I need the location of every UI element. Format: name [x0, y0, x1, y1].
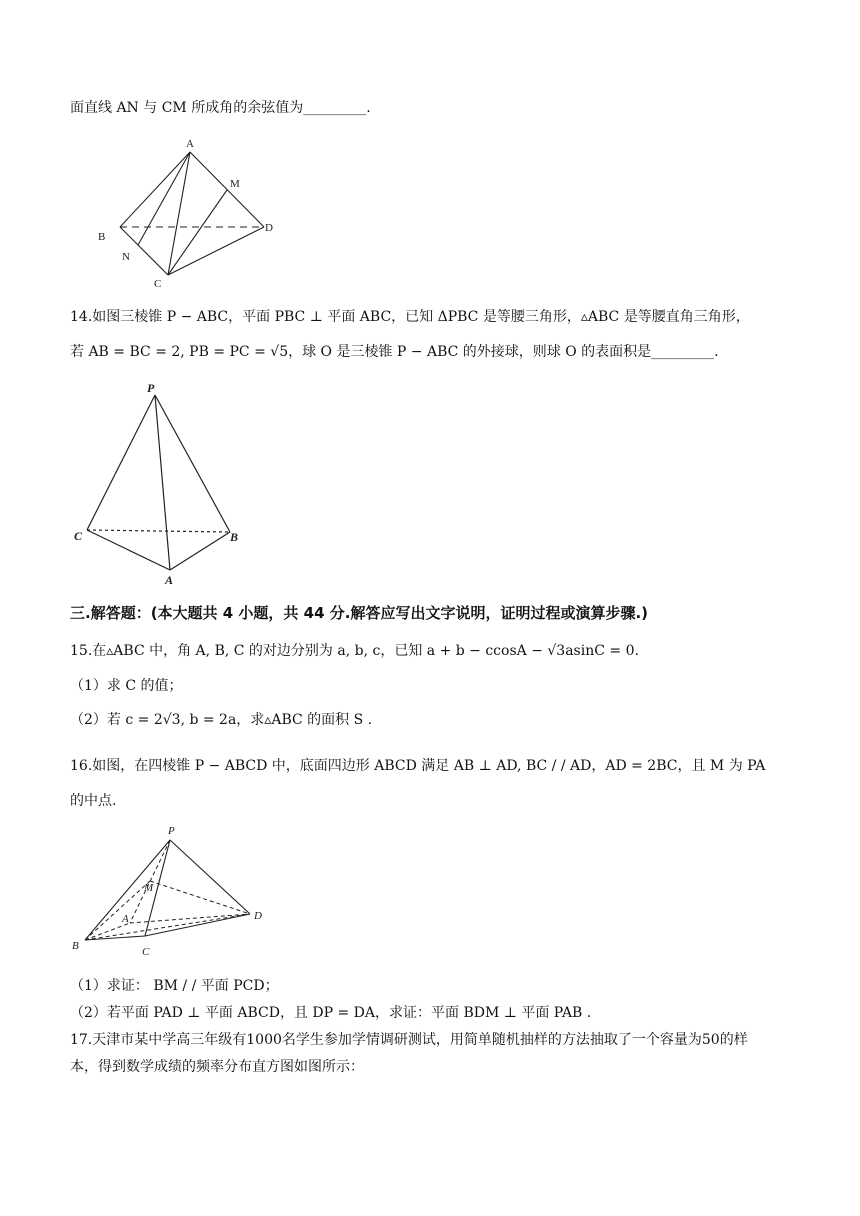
- q14-pyramid-figure: [70, 380, 260, 590]
- label-P: P: [147, 381, 155, 395]
- label-D: D: [254, 910, 262, 922]
- q16-part1: （1）求证： BM / / 平面 PCD；: [70, 978, 279, 994]
- q13-tetrahedron-figure: [90, 130, 290, 295]
- label-C: C: [142, 946, 150, 958]
- label-N: N: [122, 251, 130, 263]
- label-M: M: [144, 882, 154, 894]
- label-B: B: [72, 940, 79, 952]
- label-C: C: [74, 529, 83, 543]
- section-title: 三.解答题：(本大题共 4 小题，共 44 分.解答应写出文字说明，证明过程或演算步骤.): [70, 604, 649, 622]
- label-B: B: [98, 231, 106, 243]
- label-A: A: [122, 913, 129, 925]
- q15-part1: （1）求 C 的值；: [70, 678, 183, 694]
- label-C: C: [154, 278, 162, 290]
- q15-stem: 15.在▵ABC 中，角 A, B, C 的对边分别为 a, b, c，已知 a + b − ccosA − √3asinC = 0.: [70, 643, 639, 659]
- label-P: P: [168, 825, 175, 837]
- q13-text: 面直线 AN 与 CM 所成角的余弦值为_________.: [70, 100, 371, 116]
- label-D: D: [265, 222, 273, 234]
- q16-pyramid-figure: [70, 818, 280, 963]
- label-A: A: [186, 138, 194, 150]
- q15-part2: （2）若 c = 2√3, b = 2a，求▵ABC 的面积 S .: [70, 712, 373, 728]
- q16-stem2: 的中点.: [70, 793, 117, 809]
- q14-line2: 若 AB = BC = 2, PB = PC = √5，球 O 是三棱锥 P − ABC 的外接球，则球 O 的表面积是_________.: [70, 344, 719, 360]
- q14-line1: 14.如图三棱锥 P − ABC，平面 PBC ⊥ 平面 ABC，已知 ΔPBC 是等腰三角形，▵ABC 是等腰直角三角形，: [70, 309, 750, 325]
- label-B: B: [230, 530, 239, 544]
- q17-line1: 17.天津市某中学高三年级有1000名学生参加学情调研测试，用简单随机抽样的方法抽取了一个容量为50的样: [70, 1032, 748, 1048]
- label-A: A: [165, 573, 174, 587]
- q16-part2: （2）若平面 PAD ⊥ 平面 ABCD，且 DP = DA，求证：平面 BDM ⊥ 平面 PAB .: [70, 1005, 592, 1021]
- q16-stem1: 16.如图，在四棱锥 P − ABCD 中，底面四边形 ABCD 满足 AB ⊥ AD, BC / / AD，AD = 2BC，且 M 为 PA: [70, 758, 766, 774]
- q17-line2: 本，得到数学成绩的频率分布直方图如图所示：: [70, 1059, 364, 1075]
- label-M: M: [230, 178, 240, 190]
